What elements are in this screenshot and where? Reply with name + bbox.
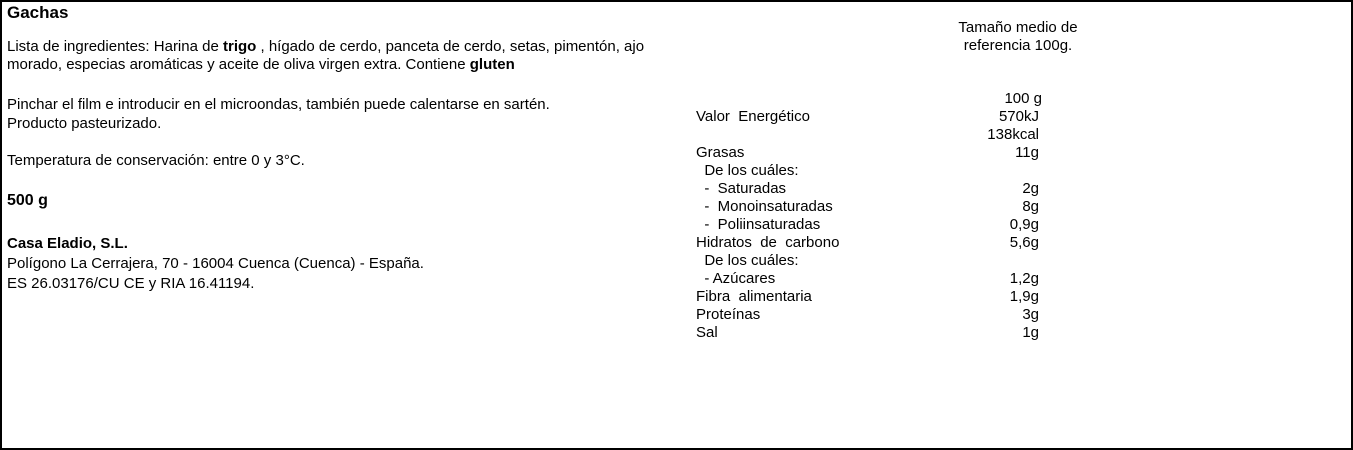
nutrient-label: Hidratos de carbono — [696, 234, 840, 251]
ingredients-middle: , hígado de cerdo, panceta de cerdo, setas, pimentón, ajo — [256, 38, 645, 55]
storage-temperature: Temperatura de conservación: entre 0 y 3°C. — [7, 152, 305, 169]
nutrient-value: 11g — [1015, 144, 1039, 161]
nutrient-label: Sal — [696, 324, 718, 341]
nutrient-value: 1,2g — [1009, 270, 1039, 287]
reference-line-1: Tamaño medio de — [958, 19, 1078, 36]
ingredients-tail: morado, especias aromáticas y aceite de oliva virgen extra. Contiene — [7, 56, 470, 73]
instructions-line-2: Producto pasteurizado. — [7, 115, 162, 132]
reference-line-2: referencia 100g. — [963, 37, 1073, 54]
nutrient-label: Proteínas — [696, 306, 761, 323]
nutrient-label: Valor Energético — [696, 108, 810, 125]
nutrient-label: De los cuáles: — [696, 252, 799, 269]
nutrient-value: 2g — [1022, 180, 1039, 197]
nutrient-value: 0,9g — [1009, 216, 1039, 233]
nutrient-label: - Poliinsaturadas — [696, 216, 821, 233]
net-weight: 500 g — [7, 192, 48, 209]
allergen-gluten: gluten — [469, 56, 515, 73]
product-title: Gachas — [7, 3, 69, 22]
ingredients-prefix: Lista de ingredientes: Harina de — [7, 38, 223, 55]
ingredients-line-2 — [7, 56, 515, 74]
allergen-wheat: trigo — [222, 38, 257, 55]
nutrient-value: 5,6g — [1009, 234, 1039, 251]
nutrient-value: 8g — [1022, 198, 1039, 215]
nutrient-label: - Monoinsaturadas — [696, 198, 833, 215]
nutrient-value: 3g — [1022, 306, 1039, 323]
nutrient-value: 1,9g — [1009, 288, 1039, 305]
nutrient-label: Grasas — [696, 144, 745, 161]
instructions-line-1: Pinchar el film e introducir en el microondas, también puede calentarse en sartén. — [7, 96, 550, 113]
nutrient-label: Fibra alimentaria — [696, 288, 812, 305]
nutrient-value: 1g — [1022, 324, 1039, 341]
nutrition-header: 100 g — [1004, 90, 1042, 107]
company-registry: ES 26.03176/CU CE y RIA 16.41194. — [7, 275, 255, 292]
company-name: Casa Eladio, S.L. — [7, 235, 128, 252]
ingredients-line-1 — [7, 38, 644, 56]
nutrient-value: 138kcal — [987, 126, 1039, 143]
nutrient-label: - Saturadas — [696, 180, 787, 197]
nutrient-label: De los cuáles: — [696, 162, 799, 179]
nutrient-label: - Azúcares — [696, 270, 776, 287]
company-address: Polígono La Cerrajera, 70 - 16004 Cuenca (Cuenca) - España. — [7, 255, 424, 272]
nutrient-value: 570kJ — [998, 108, 1039, 125]
